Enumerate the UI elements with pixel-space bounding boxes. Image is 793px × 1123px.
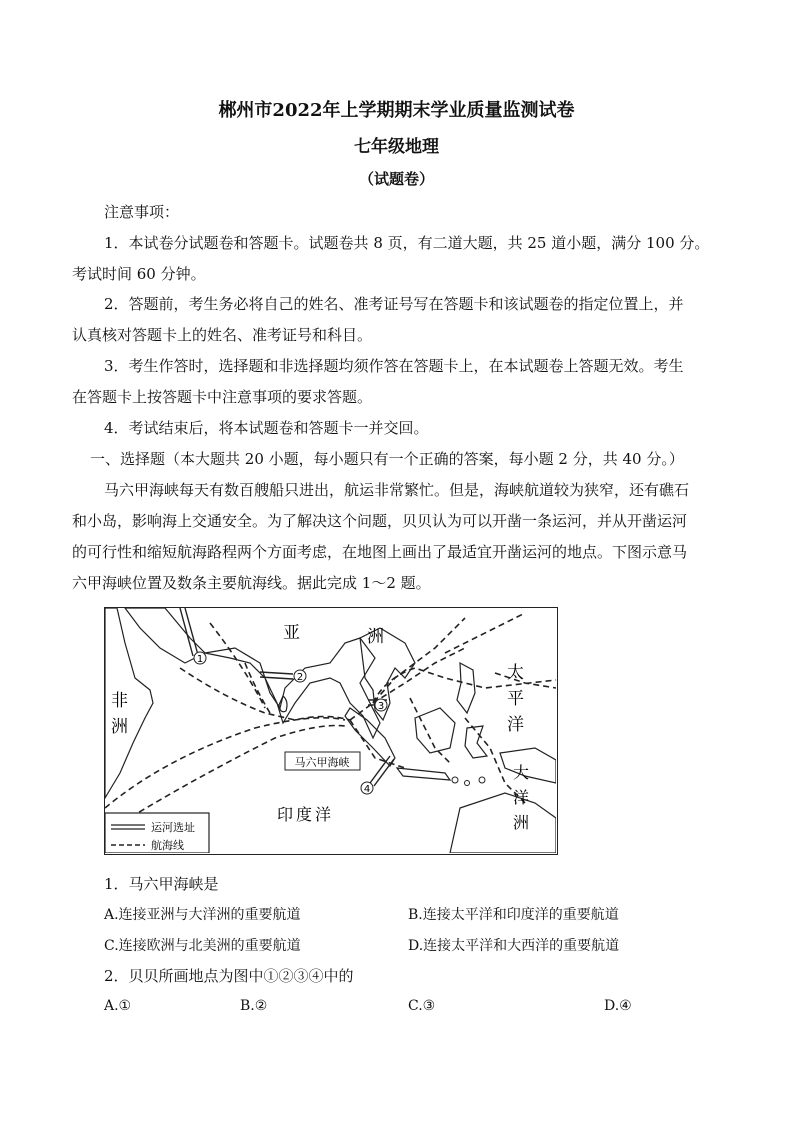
- marker-3: 3: [377, 701, 385, 712]
- oceania-label-2: 洋: [513, 788, 530, 807]
- exam-title: 郴州市2022年上学期期末学业质量监测试卷: [218, 100, 575, 121]
- marker-1: 1: [196, 654, 204, 665]
- intro-line-2: 和小岛，影响海上交通安全。为了解决这个问题，贝贝认为可以开凿一条运河，并从开凿运河: [72, 512, 688, 530]
- africa-label-2: 洲: [111, 717, 128, 737]
- oceania-label-3: 洲: [513, 813, 530, 832]
- notice-item-3-line-1: 3．考生作答时，选择题和非选择题均须作答在答题卡上，在本试题卷上答题无效。考生: [104, 357, 684, 375]
- notice-item-1-line-2: 考试时间 60 分钟。: [72, 265, 206, 283]
- legend-canal-label: 运河选址: [151, 821, 195, 834]
- q1-stem: 1．马六甲海峡是: [104, 875, 219, 893]
- indian-ocean-label: 印度洋: [277, 805, 335, 824]
- asia-label-1: 亚: [283, 623, 300, 643]
- shipping-routes: [105, 613, 556, 833]
- paper-type: （试题卷）: [358, 170, 434, 188]
- pacific-label-2: 平: [507, 689, 524, 709]
- java: [397, 768, 450, 780]
- strait-label: 马六甲海峡: [294, 756, 350, 769]
- notice-item-2-line-1: 2．答题前，考生务必将自己的姓名、准考证号写在答题卡和该试题卷的指定位置上，并: [104, 295, 684, 313]
- pacific-label-1: 太: [507, 663, 524, 683]
- asia-coast: [205, 638, 380, 738]
- q1-option-c[interactable]: C.连接欧洲与北美洲的重要航道: [104, 938, 301, 954]
- africa-label-1: 非: [111, 691, 128, 711]
- asia-label-2: 洲: [367, 627, 384, 647]
- philippines: [457, 663, 475, 713]
- australia: [450, 793, 556, 853]
- notice-item-4: 4．考试结束后，将本试题卷和答题卡一并交回。: [104, 419, 429, 437]
- intro-line-3: 的可行性和缩短航海路程两个方面考虑，在地图上画出了最适宜开凿运河的地点。下图示意马: [72, 543, 688, 561]
- legend-route-label: 航海线: [151, 839, 184, 852]
- map-figure: [105, 608, 556, 853]
- notice-item-3-line-2: 在答题卡上按答题卡中注意事项的要求答题。: [72, 388, 373, 406]
- q1-option-b[interactable]: B.连接太平洋和印度洋的重要航道: [408, 907, 619, 923]
- intro-line-4: 六甲海峡位置及数条主要航海线。据此完成 1～2 题。: [72, 574, 431, 592]
- intro-line-1: 马六甲海峡每天有数百艘船只进出，航运非常繁忙。但是，海峡航道较为狭窄，还有礁石: [104, 481, 690, 499]
- q2-option-b[interactable]: B.②: [240, 998, 268, 1014]
- notice-heading: 注意事项：: [104, 203, 180, 221]
- malacca-map: [104, 607, 558, 855]
- subject-title: 七年级地理: [354, 137, 439, 157]
- notice-item-1-line-1: 1．本试卷分试题卷和答题卡。试题卷共 8 页，有二道大题，共 25 道小题，满分 100 分。: [104, 234, 710, 252]
- pacific-label-3: 洋: [507, 715, 524, 735]
- q1-option-a[interactable]: A.连接亚洲与大洋洲的重要航道: [104, 907, 301, 923]
- q2-option-d[interactable]: D.④: [604, 998, 632, 1014]
- q1-option-d[interactable]: D.连接太平洋和大西洋的重要航道: [408, 938, 620, 954]
- q2-stem: 2．贝贝所画地点为图中①②③④中的: [104, 967, 354, 985]
- notice-item-2-line-2: 认真核对答题卡上的姓名、准考证号和科目。: [72, 326, 373, 344]
- sulawesi: [465, 726, 487, 758]
- section-1-heading: 一、选择题（本大题共 20 小题，每小题只有一个正确的答案，每小题 2 分，共 40 分。）: [90, 450, 684, 468]
- oceania-label-1: 大: [513, 763, 530, 782]
- q2-option-a[interactable]: A.①: [104, 998, 132, 1014]
- marker-4: 4: [363, 784, 371, 795]
- q2-option-c[interactable]: C.③: [408, 998, 436, 1014]
- marker-2: 2: [296, 672, 304, 683]
